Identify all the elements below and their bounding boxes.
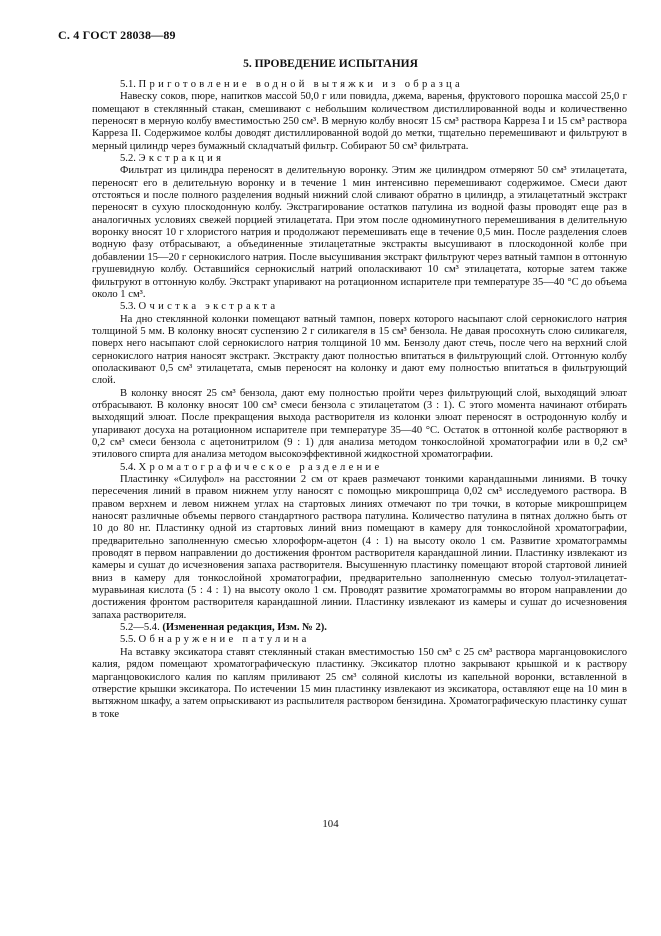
paragraph: На дно стеклянной колонки помещают ватный тампон, поверх которого насыпают слой сернокислого натрия толщиной 5 мм. В колонку вносят суспензию 2 г силикагеля в 15 см³ бензола. Не давая просохнуть слою силикагеля, поверх него насыпают слой сернокислого натрия толщиной 10 мм. Бензолу дают стечь, после чего на верхний слой сернокислого натрия наносят экстракт. Экстракту дают полностью впитаться в фильтрующий слой. Оттонную колбу ополаскивают 0,5 см³ этилацетата, смыв переносят на колонку и дают ему полностью впитаться в фильтрующий слой. (92, 313, 627, 387)
subsection-title: Обнаружение патулина (138, 634, 310, 646)
edit-note-range: 5.2—5.4. (120, 622, 160, 634)
subsection-title: Приготовление водной вытяжки из образца (138, 79, 464, 90)
subsection-title: Хроматографическое разделение (138, 461, 383, 473)
subsection-heading-5-5 (92, 634, 627, 646)
paragraph: В колонку вносят 25 см³ бензола, дают ему полностью пройти через фильтрующий слой, выходящий элюат отбрасывают. В колонку вносят 100 см³ смеси бензола с этилацетатом (3 : 1). С этого момента начинают отбирать выходящий элюат. После прекращения выхода растворителя из колонки элюат переносят в остродонную колбу и упаривают досуха на ротационном испарителе при температуре 35—40 °С. Остаток в оттонной колбе растворяют в 0,2 см³ смеси бензола с ацетонитрилом (9 : 1) для анализа методом тонкослойной хроматографии или в 0,2 см³ этилового спирта для анализа методом высокоэффективной жидкостной хроматографии. (92, 387, 627, 461)
paragraph: Навеску соков, пюре, напитков массой 50,0 г или повидла, джема, варенья, фруктового порошка массой 25,0 г помещают в стеклянный стакан, смешивают с небольшим количеством дистиллированной воды и количественно переносят в мерную колбу вместимостью 250 см³. В мерную колбу вносят 15 см³ раствора Карреза I и 15 см³ раствора Карреза II. Содержимое колбы доводят дистиллированной водой до метки, тщательно перемешивают и фильтруют в мерный цилиндр через бумажный складчатый фильтр. Собирают 50 см³ фильтрата. (92, 91, 627, 152)
subsection-number: 5.1. (120, 79, 136, 90)
subsection-heading-5-3 (92, 301, 627, 313)
subsection-title: Экстракция (138, 153, 225, 165)
page-number: 104 (322, 818, 339, 830)
paragraph: Фильтрат из цилиндра переносят в делительную воронку. Этим же цилиндром отмеряют 50 см³ этилацетата, переносят его в делительную воронку и в течение 1 мин интенсивно перемешивают содержимое. Смеси дают отстояться и после полного разделения водный нижний слой сливают обратно в цилиндр, а этилацетатный экстракт переносят в сухую плоскодонную колбу. Экстрагирование остатков патулина из водной фазы проводят еще раз в аналогичных условиях свежей порцией этилацетата. При этом после одноминутного перемешивания в делительную воронку вносят 10 г хлористого натрия и продолжают перемешивать еще в течение 0,5 мин. После разделения слоев водную фазу отбрасывают, а объединенные этилацетатные экстракты высушивают в плоскодонной колбе при добавлении 15—20 г сернокислого натрия. После высушивания экстракт фильтруют через ватный тампон в оттонную грушевидную колбу. Оставшийся сернокислый натрий ополаскивают 10 см³ этилацетата, которые затем также фильтруют в оттонную колбу. Экстракт упаривают на ротационном испарителе при температуре 35—40 °С до объема около 1 см³. (92, 165, 627, 300)
paragraph: Пластинку «Силуфол» на расстоянии 2 см от краев размечают тонкими карандашными линиями. В точку пересечения линий в правом нижнем углу наносят с помощью микрошприца 0,02 см³ исследуемого раствора. В правом верхнем и левом нижнем углах на стартовых линиях отмечают по три точки, в которые микрошприцем наносят различные объемы первого стандартного раствора патулина. Количество патулина в пятнах должно быть от 10 до 80 нг. Пластинку одной из стартовых линий вниз помещают в камеру для тонкослойной хроматографии, предварительно заполненную смесью хлороформ-ацетон (4 : 1) на высоту около 1 см. Развитие хроматограммы проводят в первом направлении до достижения фронтом растворителя карандашной линии. Пластинку извлекают из камеры и сушат до исчезновения запаха растворителя. Высушенную пластинку помещают второй стартовой линией вниз в камеру для тонкослойной хроматографии, предварительно заполненную смесью толуол-этилацетат-муравьиная кислота (5 : 4 : 1) на высоту около 1 см. Проводят развитие хроматограммы во втором направлении до достижения фронтом растворителя карандашной линии. Пластинку извлекают из камеры и сушат до исчезновения запаха растворителя. (92, 474, 627, 621)
edit-note-text: (Измененная редакция, Изм. № 2). (162, 622, 327, 634)
subsection-title: Очистка экстракта (138, 301, 279, 313)
subsection-number: 5.2. (120, 153, 136, 165)
document-body (92, 79, 627, 721)
subsection-heading-5-2 (92, 153, 627, 165)
subsection-heading-5-1 (92, 79, 627, 91)
paragraph: На вставку эксикатора ставят стеклянный стакан вместимостью 150 см³ с 25 см³ раствора марганцовокислого калия, рядом помещают хроматографическую пластинку. Эксикатор плотно закрывают крышкой и к раствору марганцовокислого калия по каплям приливают 25 см³ соляной кислоты из капельной воронки, вставленной в отверстие крышки эксикатора. По истечении 15 мин пластинку извлекают из эксикатора, оставляют еще на 10 мин в вытяжном шкафу, а затем опрыскивают из распылителя раствором бензидина. Хроматографическую пластинку сушат в токе (92, 646, 627, 720)
section-title: 5. ПРОВЕДЕНИЕ ИСПЫТАНИЯ (243, 58, 418, 70)
subsection-heading-5-4 (92, 462, 627, 474)
edit-note (92, 622, 627, 634)
subsection-number: 5.4. (120, 461, 136, 473)
subsection-number: 5.3. (120, 301, 136, 313)
page-header: С. 4 ГОСТ 28038—89 (58, 28, 176, 42)
subsection-number: 5.5. (120, 634, 136, 646)
